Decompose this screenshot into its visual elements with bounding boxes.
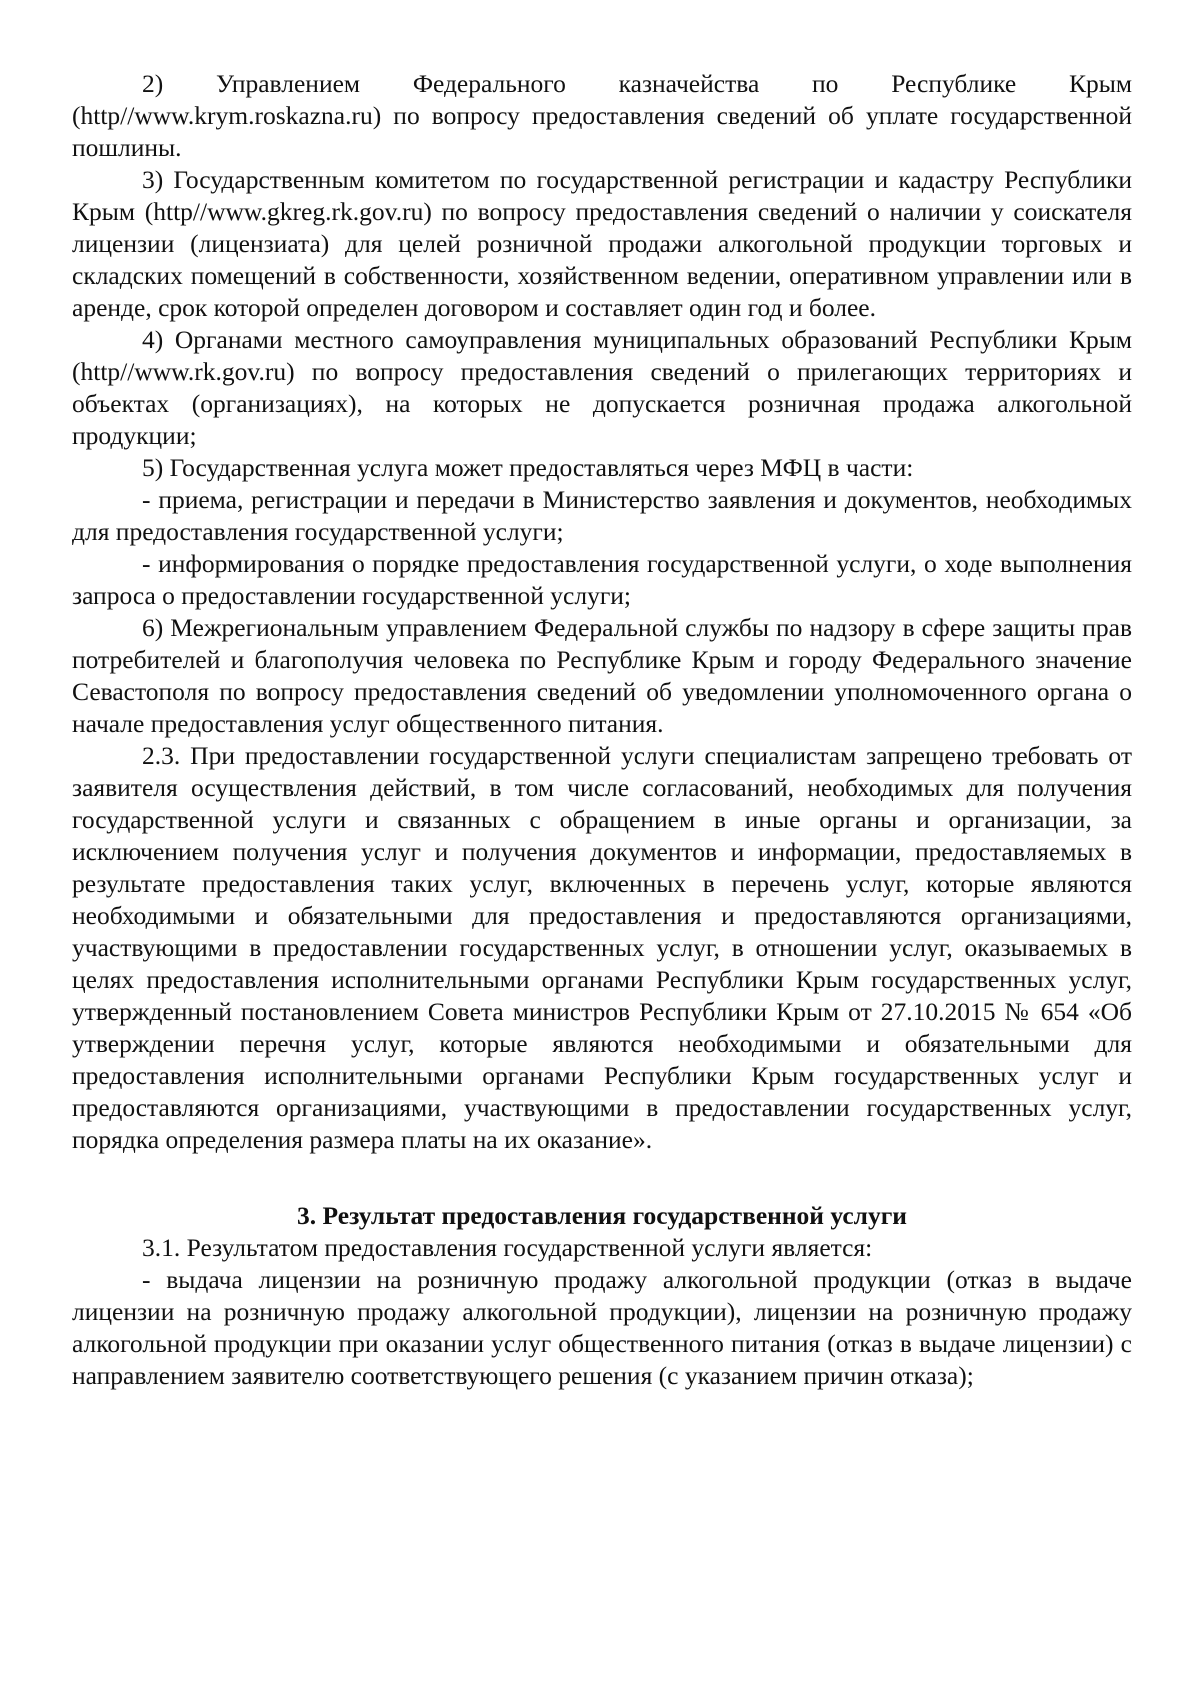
paragraph-clause-2-3: 2.3. При предоставлении государственной услуги специалистам запрещено требовать от заявителя осуществления действий, в том числе согласований, необходимых для получения государственной услуги и связанных с обращением в иные органы и организации, за исключением получения услуг и получения документов и информации, предоставляемых в результате предоставления таких услуг, включенных в перечень услуг, которые являются необходимыми и обязательными для предоставления и предоставляются организациями, участвующими в предоставлении государственных услуг, в отношении услуг, оказываемых в целях предоставления исполнительными органами Республики Крым государственных услуг, утвержденный постановлением Совета министров Республики Крым от 27.10.2015 № 654 «Об утверждении перечня услуг, которые являются необходимыми и обязательными для предоставления исполнительными органами Республики Крым государственных услуг и предоставляются организациями, участвующими в предоставлении государственных услуг, порядка определения размера платы на их оказание». — [72, 741, 1132, 1154]
paragraph-item-3: 3) Государственным комитетом по государственной регистрации и кадастру Республики Крым (http//www.gkreg.rk.gov.ru) по вопросу предоставления сведений о наличии у соискателя лицензии (лицензиата) для целей розничной продажи алкогольной продукции торговых и складских помещений в собственности, хозяйственном ведении, оперативном управлении или в аренде, срок которой определен договором и составляет один год и более. — [72, 165, 1132, 322]
section-heading: 3. Результат предоставления государственной услуги — [297, 1201, 907, 1230]
paragraph-item-4: 4) Органами местного самоуправления муниципальных образований Республики Крым (http//www.rk.gov.ru) по вопросу предоставления сведений о прилегающих территориях и объектах (организациях), на которых не допускается розничная продажа алкогольной продукции; — [72, 325, 1132, 450]
paragraph-clause-3-1: 3.1. Результатом предоставления государственной услуги является: — [142, 1233, 873, 1262]
paragraph-item-5: 5) Государственная услуга может предоставляться через МФЦ в части: — [142, 453, 914, 482]
paragraph-result-issuance: - выдача лицензии на розничную продажу алкогольной продукции (отказ в выдаче лицензии на розничную продажу алкогольной продукции), лицензии на розничную продажу алкогольной продукции при оказании услуг общественного питания (отказ в выдаче лицензии) с направлением заявителю соответствующего решения (с указанием причин отказа); — [72, 1265, 1132, 1390]
paragraph-mfc-reception: - приема, регистрации и передачи в Министерство заявления и документов, необходимых для предоставления государственной услуги; — [72, 485, 1132, 546]
paragraph-item-6: 6) Межрегиональным управлением Федеральной службы по надзору в сфере защиты прав потребителей и благополучия человека по Республике Крым и городу Федерального значение Севастополя по вопросу предоставления сведений об уведомлении уполномоченного органа о начале предоставления услуг общественного питания. — [72, 613, 1132, 738]
paragraph-mfc-informing: - информирования о порядке предоставления государственной услуги, о ходе выполнения запроса о предоставлении государственной услуги; — [72, 549, 1132, 610]
paragraph-item-2: 2) Управлением Федерального казначейства по Республике Крым (http//www.krym.roskazna.ru) по вопросу предоставления сведений об уплате государственной пошлины. — [72, 69, 1132, 162]
document-page — [72, 68, 1132, 1392]
